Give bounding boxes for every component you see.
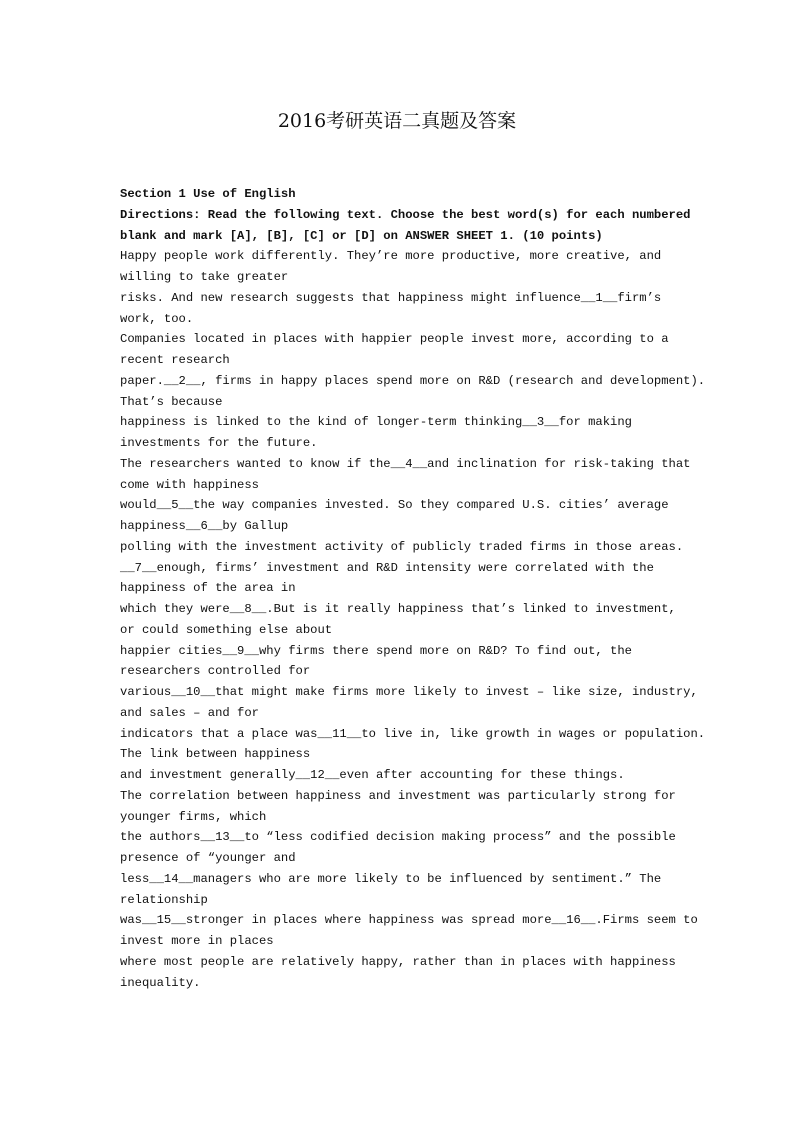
passage-line: investments for the future.: [120, 436, 318, 450]
passage-line: would__5__the way companies invested. So they compared U.S. cities’ average: [120, 498, 669, 513]
passage-line: and sales – and for: [120, 705, 259, 720]
passage-line: happier cities__9__why firms there spend more on R&D? To find out, the: [120, 643, 632, 658]
passage-line: inequality.: [120, 975, 201, 990]
passage-line: recent research: [120, 353, 230, 367]
passage-line: risks. And new research suggests that happiness might influence__1__firm’s: [120, 290, 662, 305]
passage-line: willing to take greater: [120, 270, 289, 284]
passage-line: less__14__managers who are more likely to be influenced by sentiment.” The: [120, 871, 662, 886]
passage-line: younger firms, which: [120, 809, 267, 824]
passage-line: paper.__2__, firms in happy places spend more on R&D (research and development).: [120, 373, 706, 388]
passage-line: various__10__that might make firms more likely to invest – like size, industry,: [120, 685, 698, 699]
directions-line: blank and mark [A], [B], [C] or [D] on ANSWER SHEET 1. (10 points): [120, 228, 603, 243]
passage-line: was__15__stronger in places where happiness was spread more__16__.Firms seem to: [120, 913, 698, 928]
passage-line: happiness is linked to the kind of longer-term thinking__3__for making: [120, 415, 632, 430]
passage-line: invest more in places: [120, 934, 274, 948]
passage-line: presence of “younger and: [120, 851, 296, 865]
document-title: 2016考研英语二真题及答案: [277, 110, 517, 132]
passage-line: Happy people work differently. They’re more productive, more creative, and: [120, 249, 662, 264]
passage-line: That’s because: [120, 394, 223, 409]
passage-line: work, too.: [120, 311, 194, 326]
passage-text: [120, 246, 706, 993]
passage-line: which they were__8__.But is it really happiness that’s linked to investment,: [120, 602, 676, 616]
passage-line: __7__enough, firms’ investment and R&D intensity were correlated with the: [120, 560, 654, 575]
passage-line: happiness of the area in: [120, 581, 296, 596]
passage-line: indicators that a place was__11__to live in, like growth in wages or population.: [120, 726, 706, 741]
passage-line: and investment generally__12__even after accounting for these things.: [120, 768, 625, 782]
passage-line: The researchers wanted to know if the__4__and inclination for risk-taking that: [120, 456, 691, 471]
passage-line: happiness__6__by Gallup: [120, 519, 289, 533]
passage-line: researchers controlled for: [120, 664, 311, 679]
directions-line: Directions: Read the following text. Choose the best word(s) for each numbered: [120, 207, 691, 222]
passage-line: where most people are relatively happy, rather than in places with happiness: [120, 954, 676, 969]
passage-line: come with happiness: [120, 477, 259, 492]
passage-line: The link between happiness: [120, 747, 311, 762]
passage-line: The correlation between happiness and investment was particularly strong for: [120, 788, 676, 803]
passage-line: Companies located in places with happier people invest more, according to a: [120, 332, 669, 347]
passage-line: the authors__13__to “less codified decision making process” and the possible: [120, 830, 676, 845]
passage-line: relationship: [120, 892, 208, 907]
section-heading: Section 1 Use of English: [120, 187, 296, 201]
passage-line: or could something else about: [120, 622, 333, 637]
passage-line: polling with the investment activity of publicly traded firms in those areas.: [120, 539, 684, 554]
document-body: [120, 184, 706, 993]
